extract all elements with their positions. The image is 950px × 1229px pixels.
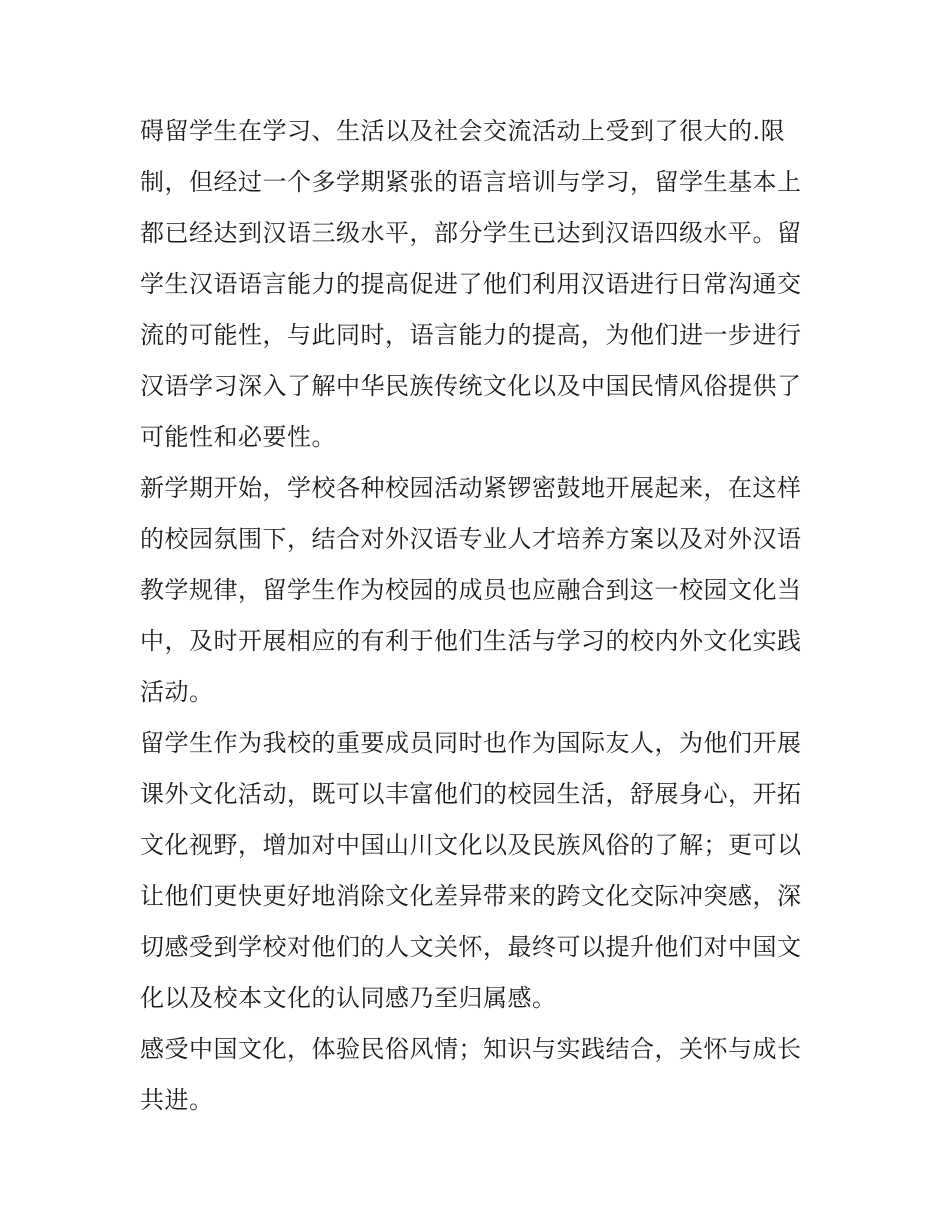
text-line: 可能性和必要性。 <box>140 423 336 451</box>
paragraph-2 <box>140 463 812 718</box>
text-line: 让他们更快更好地消除文化差异带来的跨文化交际冲突感，深 <box>140 882 802 910</box>
text-line: 共进。 <box>140 1086 214 1114</box>
paragraph-4 <box>140 1024 812 1126</box>
text-line: 切感受到学校对他们的人文关怀，最终可以提升他们对中国文 <box>140 933 802 961</box>
text-line: 流的可能性，与此同时，语言能力的提高，为他们进一步进行 <box>140 321 802 349</box>
text-line: 教学规律，留学生作为校园的成员也应融合到这一校园文化当 <box>140 576 802 604</box>
text-line: 中，及时开展相应的有利于他们生活与学习的校内外文化实践 <box>140 627 802 655</box>
text-line: 化以及校本文化的认同感乃至归属感。 <box>140 984 557 1012</box>
document-body <box>140 106 812 1126</box>
text-line: 课外文化活动，既可以丰富他们的校园生活，舒展身心，开拓 <box>140 780 802 808</box>
text-line: 的校园氛围下，结合对外汉语专业人才培养方案以及对外汉语 <box>140 525 802 553</box>
text-line: 留学生作为我校的重要成员同时也作为国际友人，为他们开展 <box>140 729 802 757</box>
text-line: 碍留学生在学习、生活以及社会交流活动上受到了很大的.限 <box>140 117 786 145</box>
text-line: 感受中国文化，体验民俗风情；知识与实践结合，关怀与成长 <box>140 1035 802 1063</box>
text-line: 制，但经过一个多学期紧张的语言培训与学习，留学生基本上 <box>140 168 802 196</box>
text-line: 新学期开始，学校各种校园活动紧锣密鼓地开展起来，在这样 <box>140 474 802 502</box>
text-line: 汉语学习深入了解中华民族传统文化以及中国民情风俗提供了 <box>140 372 802 400</box>
paragraph-1 <box>140 106 812 463</box>
text-line: 学生汉语语言能力的提高促进了他们利用汉语进行日常沟通交 <box>140 270 802 298</box>
text-line: 文化视野，增加对中国山川文化以及民族风俗的了解；更可以 <box>140 831 802 859</box>
text-line: 活动。 <box>140 678 214 706</box>
paragraph-3 <box>140 718 812 1024</box>
text-line: 都已经达到汉语三级水平，部分学生已达到汉语四级水平。留 <box>140 219 802 247</box>
